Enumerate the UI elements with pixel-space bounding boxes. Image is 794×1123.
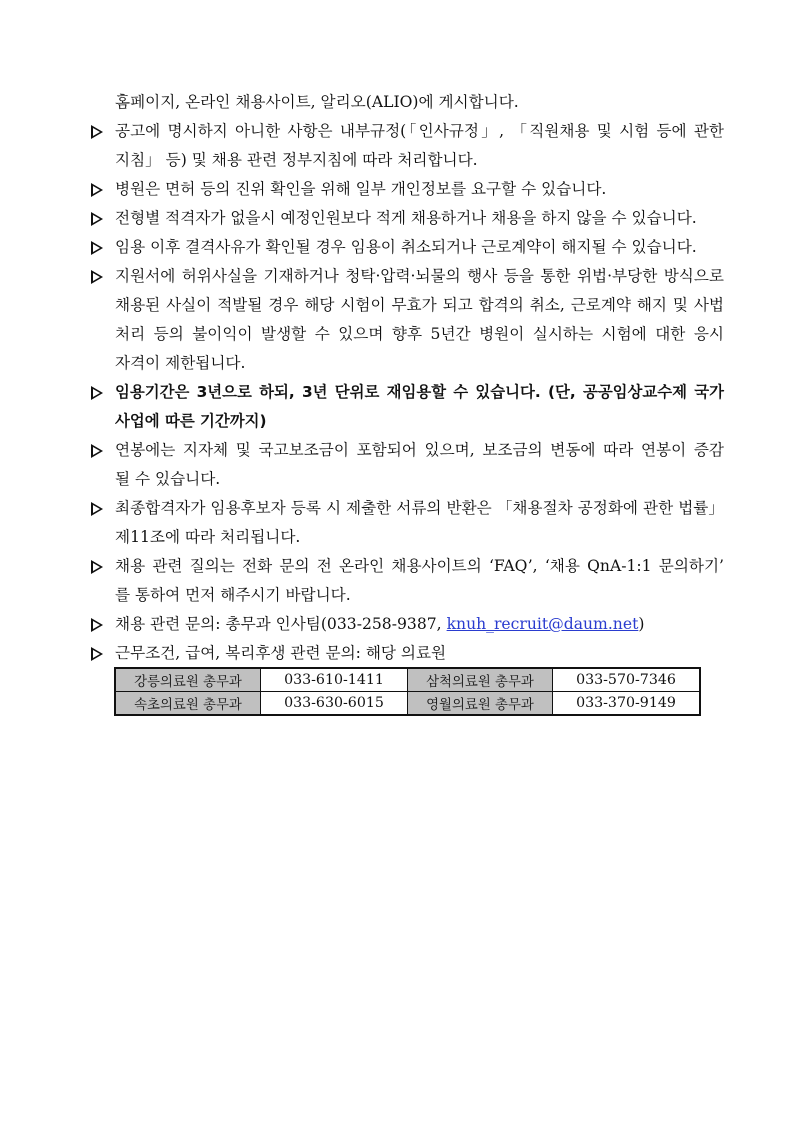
phone-number: 033-570-7346 <box>553 668 701 692</box>
triangle-bullet-icon <box>91 183 103 197</box>
notice-text: 최종합격자가 임용후보자 등록 시 제출한 서류의 반환은 「채용절차 공정화에 관한 법률」 <box>115 499 724 517</box>
contact-table <box>114 667 701 716</box>
notice-text: 병원은 면허 등의 진위 확인을 위해 일부 개인정보를 요구할 수 있습니다. <box>115 180 607 198</box>
notice-text: 채용 관련 질의는 전화 문의 전 온라인 채용사이트의 ‘FAQ’, ‘채용 QnA-1:1 문의하기’ <box>115 557 724 575</box>
notice-text: 근무조건, 급여, 복리후생 관련 문의: 해당 의료원 <box>115 644 447 662</box>
triangle-bullet-icon <box>91 125 103 139</box>
notice-line: 될 수 있습니다. <box>115 470 221 488</box>
notice-text: 연봉에는 지자체 및 국고보조금이 포함되어 있으며, 보조금의 변동에 따라 연봉이 증감 <box>115 441 724 459</box>
notice-item-term <box>88 378 724 407</box>
notice-item <box>88 233 724 262</box>
triangle-bullet-icon <box>91 270 103 284</box>
email-link[interactable]: knuh_recruit@daum.net <box>446 615 639 633</box>
notice-item <box>88 175 724 204</box>
triangle-bullet-icon <box>91 386 103 400</box>
phone-number: 033-610-1411 <box>261 668 408 692</box>
hospital-label: 속초의료원 총무과 <box>115 692 261 716</box>
notice-item <box>88 204 724 233</box>
phone-number: 033-370-9149 <box>553 692 701 716</box>
notice-text: 전형별 적격자가 없을시 예정인원보다 적게 채용하거나 채용을 하지 않을 수 있습니다. <box>115 209 697 227</box>
notice-line: 지침」 등) 및 채용 관련 정부지침에 따라 처리합니다. <box>115 151 478 169</box>
table-row <box>115 668 700 692</box>
hospital-label: 삼척의료원 총무과 <box>408 668 553 692</box>
notice-item <box>88 552 724 581</box>
notice-text: ) <box>638 615 645 633</box>
notice-line: 를 통하여 먼저 해주시기 바랍니다. <box>115 586 351 604</box>
notice-item <box>88 436 724 465</box>
notice-line: 제11조에 따라 처리됩니다. <box>115 528 301 546</box>
notice-text: 채용 관련 문의: 총무과 인사팀(033-258-9387, <box>115 615 447 633</box>
notice-text: 공고에 명시하지 아니한 사항은 내부규정(「인사규정」, 「직원채용 및 시험 등에 관한 <box>115 122 724 140</box>
triangle-bullet-icon <box>91 618 103 632</box>
notice-item <box>88 262 724 291</box>
notice-item <box>88 494 724 523</box>
hospital-label: 강릉의료원 총무과 <box>115 668 261 692</box>
notice-item <box>88 117 724 146</box>
triangle-bullet-icon <box>91 647 103 661</box>
triangle-bullet-icon <box>91 444 103 458</box>
triangle-bullet-icon <box>91 212 103 226</box>
hospital-label: 영월의료원 총무과 <box>408 692 553 716</box>
notice-line: 처리 등의 불이익이 발생할 수 있으며 향후 5년간 병원이 실시하는 시험에 대한 응시 <box>115 325 724 343</box>
notice-content <box>88 88 724 668</box>
table-row <box>115 692 700 716</box>
phone-number: 033-630-6015 <box>261 692 408 716</box>
triangle-bullet-icon <box>91 241 103 255</box>
triangle-bullet-icon <box>91 502 103 516</box>
notice-line: 사업에 따른 기간까지) <box>115 412 267 430</box>
notice-text: 임용 이후 결격사유가 확인될 경우 임용이 취소되거나 근로계약이 해지될 수 있습니다. <box>115 238 697 256</box>
notice-text: 임용기간은 3년으로 하되, 3년 단위로 재임용할 수 있습니다. (단, 공공임상교수제 국가 <box>115 383 724 401</box>
notice-line: 홈페이지, 온라인 채용사이트, 알리오(ALIO)에 게시합니다. <box>115 93 519 111</box>
notice-item <box>88 639 724 668</box>
triangle-bullet-icon <box>91 560 103 574</box>
notice-item-contact <box>88 610 724 639</box>
notice-line: 채용된 사실이 적발될 경우 해당 시험이 무효가 되고 합격의 취소, 근로계약 해지 및 사법 <box>115 296 724 314</box>
notice-text: 지원서에 허위사실을 기재하거나 청탁·압력·뇌물의 행사 등을 통한 위법·부당한 방식으로 <box>115 267 724 285</box>
notice-line: 자격이 제한됩니다. <box>115 354 246 372</box>
